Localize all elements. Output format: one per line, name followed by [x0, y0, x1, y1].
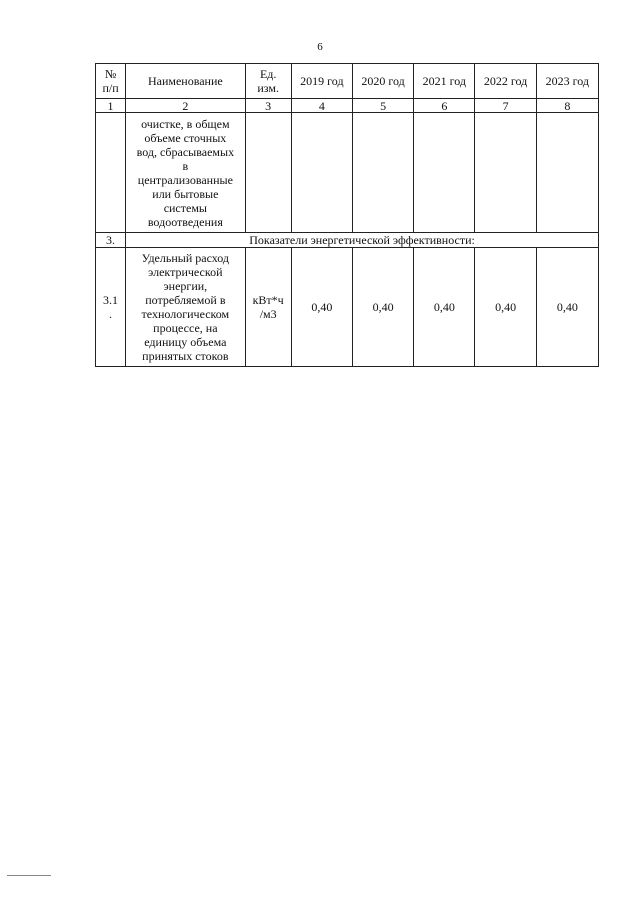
- column-number: 5: [352, 99, 413, 113]
- column-number: 7: [475, 99, 536, 113]
- table-row: [96, 248, 599, 367]
- section-title: Показатели энергетической эффективности:: [126, 233, 599, 248]
- row-num: 3.1 .: [96, 248, 126, 367]
- value-2020: 0,40: [352, 248, 413, 367]
- column-number: 2: [126, 99, 245, 113]
- column-number: 4: [291, 99, 352, 113]
- row-value: [352, 113, 413, 233]
- table-row: [96, 113, 599, 233]
- header-2022: 2022 год: [475, 64, 536, 99]
- row-unit: кВт*ч /м3: [245, 248, 291, 367]
- header-2023: 2023 год: [536, 64, 598, 99]
- row-unit: [245, 113, 291, 233]
- column-number: 3: [245, 99, 291, 113]
- column-number-row: [96, 99, 599, 113]
- column-number: 8: [536, 99, 598, 113]
- row-value: [291, 113, 352, 233]
- indicators-table: [95, 63, 599, 367]
- page-number: 6: [317, 41, 323, 53]
- value-2021: 0,40: [414, 248, 475, 367]
- header-2020: 2020 год: [352, 64, 413, 99]
- row-name: очистке, в общем объеме сточных вод, сбрасываемых в централизованные или бытовые системы водоотведения: [126, 113, 245, 233]
- header-2019: 2019 год: [291, 64, 352, 99]
- header-name: Наименование: [126, 64, 245, 99]
- value-2023: 0,40: [536, 248, 598, 367]
- column-number: 1: [96, 99, 126, 113]
- section-num: 3.: [96, 233, 126, 248]
- value-2019: 0,40: [291, 248, 352, 367]
- footer-rule: [7, 875, 51, 876]
- row-value: [475, 113, 536, 233]
- value-2022: 0,40: [475, 248, 536, 367]
- header-unit: Ед. изм.: [245, 64, 291, 99]
- table-header-row: [96, 64, 599, 99]
- row-value: [536, 113, 598, 233]
- row-name: Удельный расход электрической энергии, потребляемой в технологическом процессе, на единицу объема принятых стоков: [126, 248, 245, 367]
- header-num: № п/п: [96, 64, 126, 99]
- column-number: 6: [414, 99, 475, 113]
- row-num: [96, 113, 126, 233]
- header-2021: 2021 год: [414, 64, 475, 99]
- section-row: [96, 233, 599, 248]
- row-value: [414, 113, 475, 233]
